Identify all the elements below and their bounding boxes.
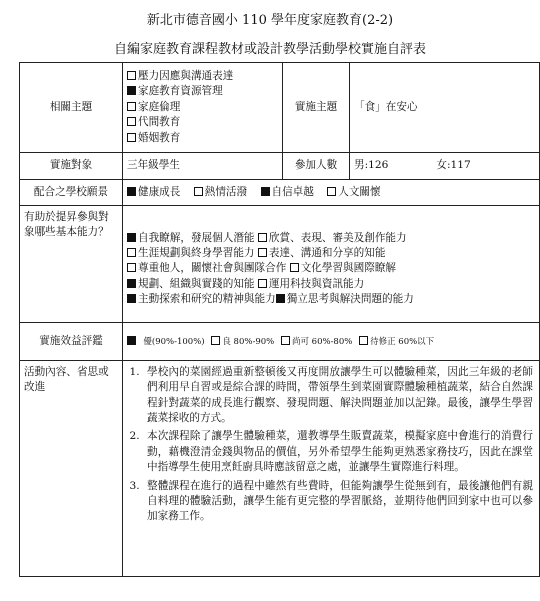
ability-option[interactable]: 生涯規劃與終身學習能力: [127, 247, 255, 259]
checkbox-icon: [127, 102, 136, 111]
ability-option[interactable]: 表達、溝通和分享的知能: [258, 247, 386, 259]
checkbox-icon: [258, 279, 267, 288]
self-evaluation-table: [19, 62, 540, 577]
checkbox-icon: [127, 263, 136, 272]
vision-label: 配合之學校願景: [20, 180, 123, 206]
ability-option[interactable]: 主動探索和研究的精神與能力: [127, 293, 276, 305]
male-count: 男:126: [354, 159, 389, 172]
evaluation-option[interactable]: 優(90%-100%): [127, 337, 205, 347]
page-subtitle: 自編家庭教育課程教材或設計教學活動學校實施自評表: [113, 42, 426, 57]
evaluation-options: [123, 323, 540, 361]
checkbox-icon: [327, 187, 336, 196]
ability-options: [123, 206, 540, 323]
activity-label: 活動內容、省思或改進: [20, 361, 123, 577]
ability-label: 有助於提昇參與對象哪些基本能力？: [20, 206, 123, 323]
list-item: 3. 整體課程在進行的過程中雖然有些費時，但能夠讓學生從無到有，最後讓他們有親自料理的體驗活動，讓學生能有更完整的學習脈絡，並期待他們回到家中也可以參加家務工作。: [143, 479, 533, 525]
checkbox-checked-icon: [127, 279, 136, 288]
row-activity: [20, 361, 540, 577]
activity-list: [127, 365, 533, 525]
ability-option[interactable]: 欣賞、表現、審美及創作能力: [258, 232, 407, 244]
implementation-theme-value: 「食」在安心: [350, 63, 540, 153]
evaluation-option[interactable]: 尚可 60%-80%: [281, 337, 352, 347]
checkbox-checked-icon: [276, 294, 285, 303]
page-title: 新北市德音國小 110 學年度家庭教育(2-2): [146, 13, 394, 28]
checkbox-checked-icon: [127, 336, 136, 345]
target-label: 實施對象: [20, 153, 123, 180]
related-theme-label: 相關主題: [20, 63, 123, 153]
vision-option[interactable]: 人文關懷: [327, 186, 380, 198]
checkbox-checked-icon: [127, 233, 136, 242]
row-evaluation: [20, 323, 540, 361]
checkbox-icon: [127, 71, 136, 80]
participants-label: 參加人數: [283, 153, 350, 180]
ability-option[interactable]: 自我瞭解，發展個人潛能: [127, 232, 255, 244]
checkbox-icon: [194, 187, 203, 196]
checkbox-icon: [290, 263, 299, 272]
checkbox-icon: [258, 248, 267, 257]
evaluation-option[interactable]: 待修正 60%以下: [359, 337, 434, 347]
ability-option[interactable]: 運用科技與資訊能力: [258, 278, 364, 290]
vision-option[interactable]: 自信卓越: [261, 186, 314, 198]
checkbox-checked-icon: [127, 86, 136, 95]
activity-content: [123, 361, 540, 577]
checkbox-icon: [211, 336, 220, 345]
checkbox-icon: [258, 233, 267, 242]
vision-option[interactable]: 健康成長: [127, 186, 180, 198]
row-target: [20, 153, 540, 180]
theme-option[interactable]: 家庭倫理: [127, 100, 278, 115]
row-related-theme: [20, 63, 540, 153]
checkbox-icon: [127, 117, 136, 126]
theme-option[interactable]: 壓力因應與溝通表達: [127, 69, 278, 84]
theme-option[interactable]: 代間教育: [127, 115, 278, 130]
list-item: 1. 學校內的菜園經過重新整頓後又再度開放讓學生可以體驗種菜，因此三年級的老師們利用早自習或是綜合課的時間，帶領學生到菜園實際體驗種植蔬菜，結合自然課程針對蔬菜的成長進行觀察、發現問題、解決問題並加以記錄。最後，讓學生學習蔬菜採收的方式。: [143, 365, 533, 426]
theme-option[interactable]: 婚姻教育: [127, 131, 278, 146]
ability-option[interactable]: 規劃、組織與實踐的知能: [127, 278, 255, 290]
evaluation-option[interactable]: 良 80%-90%: [211, 337, 274, 347]
related-theme-options: [123, 63, 283, 153]
ability-option[interactable]: 文化學習與國際瞭解: [290, 262, 396, 274]
checkbox-checked-icon: [261, 187, 270, 196]
female-count: 女:117: [436, 159, 471, 172]
checkbox-checked-icon: [127, 294, 136, 303]
checkbox-icon: [281, 336, 290, 345]
checkbox-icon: [359, 336, 368, 345]
checkbox-checked-icon: [127, 187, 136, 196]
target-value: 三年級學生: [123, 153, 283, 180]
row-abilities: [20, 206, 540, 323]
evaluation-label: 實施效益評鑑: [20, 323, 123, 361]
participants-value: [350, 153, 540, 180]
implementation-theme-label: 實施主題: [283, 63, 350, 153]
theme-option[interactable]: 家庭教育資源管理: [127, 84, 278, 99]
vision-option[interactable]: 熱情活潑: [194, 186, 247, 198]
list-item: 2. 本次課程除了讓學生體驗種菜，還教導學生販賣蔬菜，模擬家庭中會進行的消費行動，藉機澄清金錢與物品的價值，另外希望學生能夠更熟悉家務技巧，因此在課堂中指導學生使用烹飪廚具時應該留意之處，並讓學生實際進行料理。: [143, 429, 533, 475]
checkbox-icon: [127, 133, 136, 142]
checkbox-icon: [127, 248, 136, 257]
ability-option[interactable]: 獨立思考與解決問題的能力: [276, 293, 414, 305]
row-vision: [20, 180, 540, 206]
ability-option[interactable]: 尊重他人，關懷社會與團隊合作: [127, 262, 286, 274]
vision-options: [123, 180, 540, 206]
